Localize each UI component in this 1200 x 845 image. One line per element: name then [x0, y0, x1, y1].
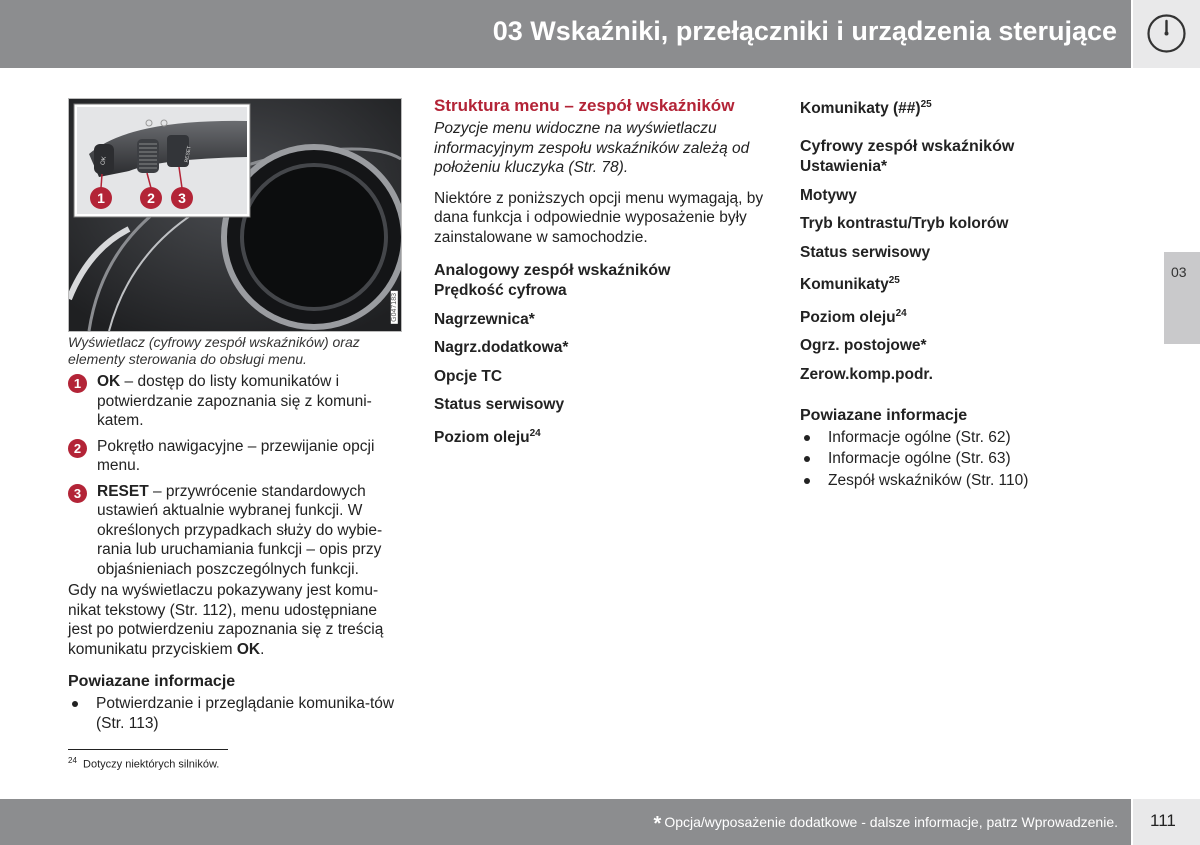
footnote-ref: 25 — [920, 99, 932, 110]
intro-text: Pozycje menu widoczne na wyświetlaczu informacyjnym zespołu wskaźników zależą od położeniu kluczyka (Str. 78). — [434, 120, 750, 176]
item-bold-label: OK — [97, 373, 121, 390]
related-link[interactable]: Informacje ogólne (Str. 62) — [800, 428, 1130, 448]
page-number: 111 — [1150, 811, 1176, 830]
figure-code: G047183 — [391, 293, 398, 322]
page-number-box — [1133, 799, 1200, 845]
paragraph-text: Gdy na wyświetlaczu pokazywany jest komu-nikat tekstowy (Str. 112), menu udostępniane jest po potwierdzeniu zapoznania się z treścią komunikatu przyciskiem — [68, 582, 384, 658]
menu-item: Ustawienia* — [800, 158, 888, 176]
item-text: – przywrócenie standardowych ustawień aktualnie wybranej funkcji. W określonych przypadkach służy do wybie-rania lub uruchamiania funkcji – opis przy objaśnieniach poszczególnych funkcji. — [97, 482, 383, 578]
footnote-ref: 24 — [529, 427, 541, 439]
figure-caption: Wyświetlacz (cyfrowy zespół wskaźników) oraz elementy sterowania do obsługi menu. — [68, 334, 360, 367]
related-info-col1 — [68, 672, 400, 733]
requirements-text: Niektóre z poniższych opcji menu wymagają, by dana funkcja i odpowiednie wyposażenie były zainstalowane w samochodzie. — [434, 189, 764, 246]
menu-item: Status serwisowy — [434, 396, 565, 413]
menu-item: Komunikaty$^{25}$ — [800, 275, 900, 294]
related-info-col3 — [800, 406, 1130, 491]
menu-item: Nagrzewnica* — [434, 310, 535, 328]
chapter-side-tab[interactable] — [1164, 252, 1200, 344]
list-item — [68, 437, 398, 476]
gauge-icon — [1146, 13, 1187, 54]
footnote-divider — [68, 749, 228, 750]
footer-text: Opcja/wyposażenie dodatkowe - dalsze informacje, patrz Wprowadzenie. — [664, 814, 1118, 830]
asterisk: * — [653, 813, 662, 835]
chapter-icon-box — [1133, 0, 1200, 68]
number-badge: 1 — [68, 374, 87, 393]
number-badge: 3 — [68, 484, 87, 503]
related-link[interactable]: Informacje ogólne (Str. 63) — [800, 449, 1130, 469]
related-link[interactable]: Zespół wskaźników (Str. 110) — [800, 471, 1130, 491]
menu-item: Nagrz.dodatkowa* — [434, 339, 569, 356]
footnote — [68, 756, 219, 771]
related-heading: Powiazane informacje — [68, 673, 236, 690]
list-item — [68, 372, 398, 431]
menu-item: Motywy — [800, 186, 857, 204]
number-badge: 2 — [68, 439, 87, 458]
menu-item: Status serwisowy — [800, 243, 931, 261]
menu-item: Poziom oleju$^{24}$ — [434, 427, 541, 446]
callout-3: 3 — [178, 190, 186, 206]
page-footer — [0, 799, 1131, 845]
chapter-title: 03 Wskaźniki, przełączniki i urządzenia sterujące — [492, 16, 1117, 46]
instrument-illustration — [69, 99, 401, 331]
analog-heading: Analogowy zespół wskaźników — [434, 262, 671, 279]
related-link[interactable]: Potwierdzanie i przeglądanie komunika-tów (Str. 113) — [68, 694, 400, 733]
menu-item: Ogrz. postojowe* — [800, 337, 927, 355]
item-text: – dostęp do listy komunikatów i potwierdzanie zapoznania się z komuni-katem. — [97, 373, 372, 429]
related-heading: Powiazane informacje — [800, 406, 968, 424]
item-text: Pokrętło nawigacyjne – przewijanie opcji menu. — [97, 437, 375, 474]
menu-item: Tryb kontrastu/Tryb kolorów — [800, 215, 1009, 233]
numbered-list — [68, 372, 398, 585]
analog-menu — [434, 261, 764, 448]
footnote-number: 24 — [68, 756, 77, 765]
menu-item: Zerow.komp.podr. — [800, 365, 933, 383]
menu-item: Prędkość cyfrowa — [434, 282, 567, 299]
footer-note — [654, 813, 1118, 836]
menu-item: Poziom oleju$^{24}$ — [800, 307, 907, 326]
footnote-ref: 25 — [888, 275, 900, 287]
item-bold-label: RESET — [97, 482, 149, 500]
menu-structure-column — [434, 95, 764, 448]
instrument-figure — [68, 98, 402, 332]
digital-heading: Cyfrowy zespół wskaźników — [800, 138, 1015, 156]
callout-2: 2 — [147, 190, 155, 206]
menu-item: Opcje TC — [434, 367, 503, 385]
digital-menu-column — [800, 95, 1130, 490]
ok-button-label: OK — [100, 156, 108, 166]
footnote-text: Dotyczy niektórych silników. — [83, 758, 220, 771]
list-item — [68, 482, 398, 580]
page-header — [0, 0, 1131, 68]
menu-item: Komunikaty (##)$^{25}$ — [800, 99, 932, 118]
reset-button-label: RESET — [183, 145, 193, 163]
ok-bold: OK — [236, 640, 261, 658]
section-title: Struktura menu – zespół wskaźników — [434, 96, 735, 115]
callout-1: 1 — [97, 190, 105, 206]
footnote-ref: 24 — [895, 307, 907, 319]
paragraph-end: . — [260, 640, 265, 658]
ok-paragraph — [68, 581, 400, 659]
side-tab-label: 03 — [1171, 264, 1187, 280]
